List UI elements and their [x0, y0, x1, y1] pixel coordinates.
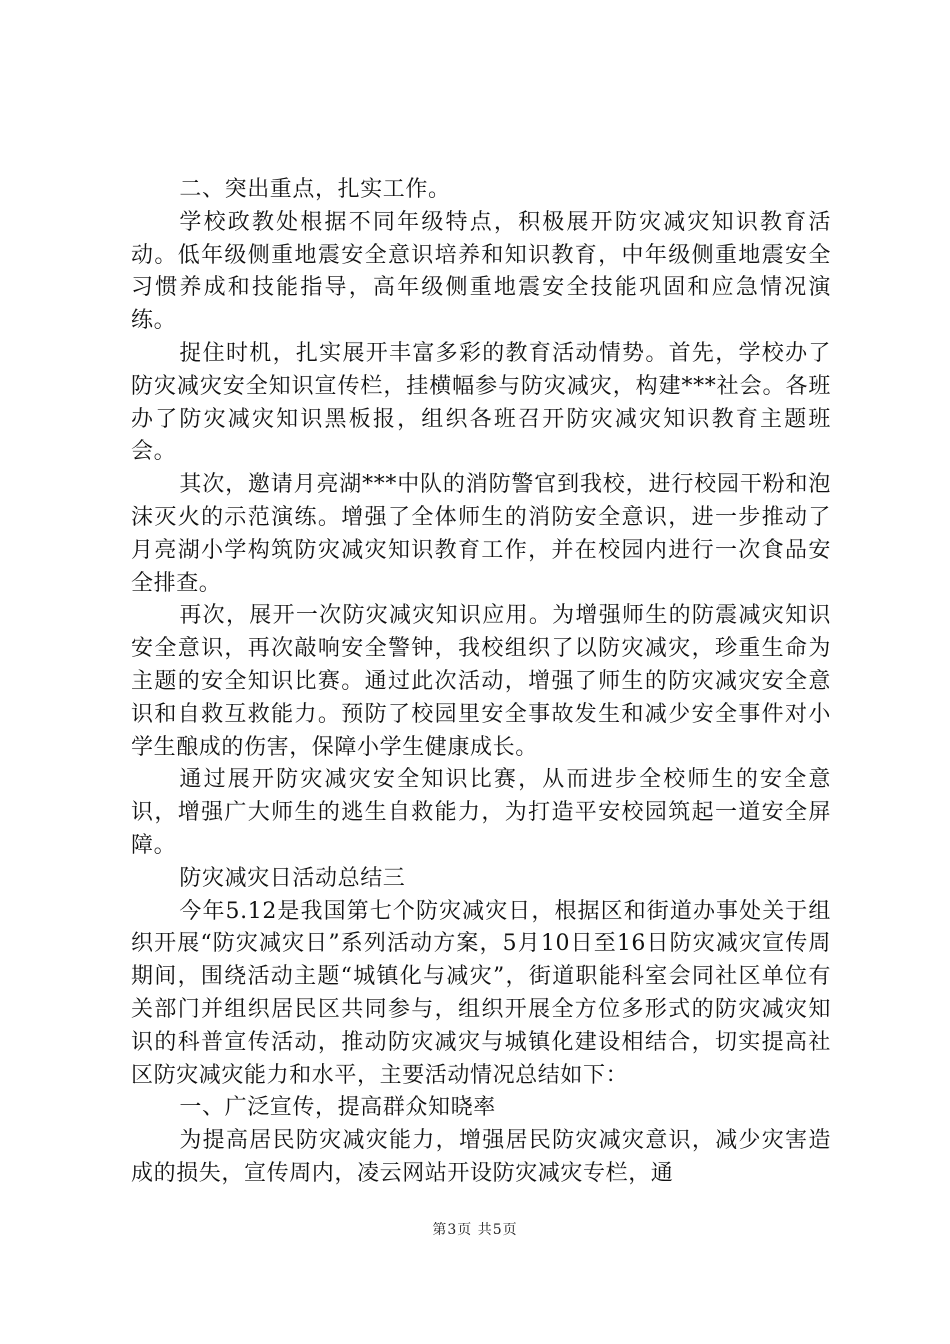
- paragraph-publicity-measures: 为提高居民防灾减灾能力，增强居民防灾减灾意识，减少灾害造成的损失，宣传周内，凌云网站开设防灾减灾专栏，通: [131, 1128, 831, 1186]
- section-heading-publicity: 一、广泛宣传，提高群众知晓率: [179, 1095, 496, 1121]
- section-heading-focus-work: 二、突出重点，扎实工作。: [179, 177, 451, 202]
- paragraph-contest-outcome: 通过展开防灾减灾安全知识比赛，从而进步全校师生的安全意识，增强广大师生的逃生自救能力，为打造平安校园筑起一道安全屏障。: [131, 767, 831, 858]
- document-body: [131, 174, 831, 1191]
- paragraph-knowledge-contest: 再次，展开一次防灾减灾知识应用。为增强师生的防震减灾知识安全意识，再次敲响安全警钟，我校组织了以防灾减灾，珍重生命为主题的安全知识比赛。通过此次活动，增强了师生的防灾减灾安全意识和自救互救能力。预防了校园里安全事故发生和减少安全事件对小学生酿成的伤害，保障小学生健康成长。: [131, 603, 831, 760]
- section-title-summary-three: 防灾减灾日活动总结三: [179, 865, 406, 891]
- paragraph-grade-education: 学校政教处根据不同年级特点，积极展开防灾减灾知识教育活动。低年级侧重地震安全意识培养和知识教育，中年级侧重地震安全习惯养成和技能指导，高年级侧重地震安全技能巩固和应急情况演练。: [131, 209, 831, 334]
- paragraph-fire-drill: 其次，邀请月亮湖***中队的消防警官到我校，进行校园干粉和泡沫灭火的示范演练。增强了全体师生的消防安全意识，进一步推动了月亮湖小学构筑防灾减灾知识教育工作，并在校园内进行一次食品安全排查。: [131, 472, 831, 596]
- paragraph-disaster-day-intro: 今年5.12是我国第七个防灾减灾日，根据区和街道办事处关于组织开展“防灾减灾日”系列活动方案，5月10日至16日防灾减灾宣传周期间，围绕活动主题“城镇化与减灾”，街道职能科室会同社区单位有关部门并组织居民区共同参与，组织开展全方位多形式的防灾减灾知识的科普宣传活动，推动防灾减灾与城镇化建设相结合，切实提高社区防灾减灾能力和水平，主要活动情况总结如下：: [131, 898, 831, 1088]
- page-number-footer: 第3页 共5页: [432, 1222, 518, 1238]
- paragraph-education-activities: 捉住时机，扎实展开丰富多彩的教育活动情势。首先，学校办了防灾减灾安全知识宣传栏，挂横幅参与防灾减灾，构建***社会。各班办了防灾减灾知识黑板报，组织各班召开防灾减灾知识教育主题班会。: [131, 340, 831, 465]
